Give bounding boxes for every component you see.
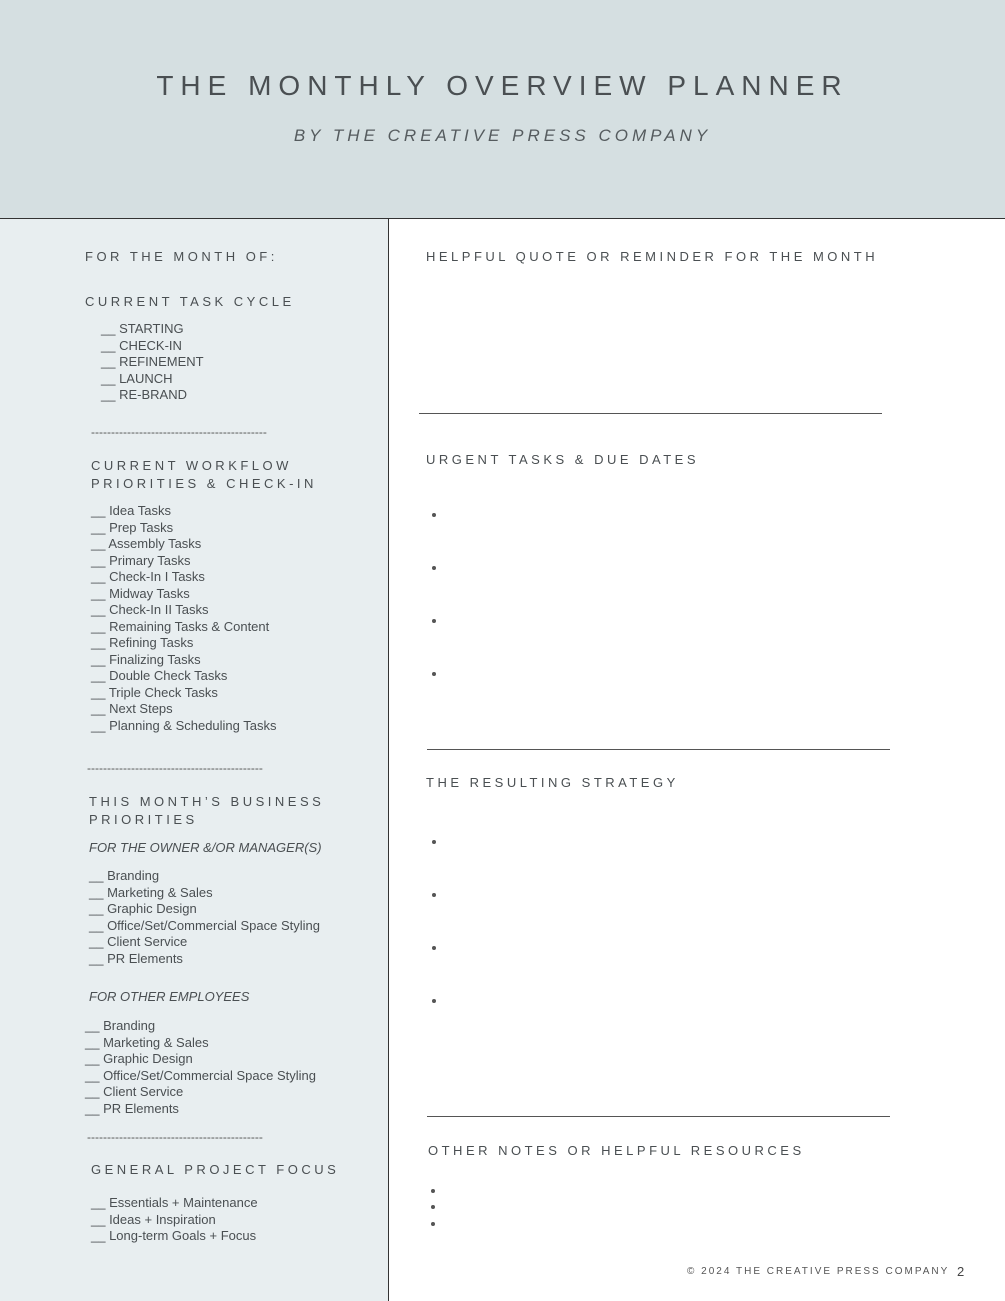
list-item: __ Next Steps <box>91 701 173 716</box>
sidebar <box>0 219 389 1301</box>
notes-bullet <box>431 1222 435 1226</box>
urgent-heading: URGENT TASKS & DUE DATES <box>426 452 700 467</box>
list-item: __ Graphic Design <box>85 1051 193 1066</box>
page-title: THE MONTHLY OVERVIEW PLANNER <box>156 70 849 101</box>
list-item: __ Refining Tasks <box>91 635 194 650</box>
business-heading-line1: THIS MONTH’S BUSINESS <box>89 794 325 809</box>
business-heading-line2: PRIORITIES <box>89 812 198 827</box>
list-item: __ Assembly Tasks <box>91 536 202 551</box>
strategy-bullet <box>432 999 436 1003</box>
employee-priorities-list <box>85 1018 316 1117</box>
notes-heading: OTHER NOTES OR HELPFUL RESOURCES <box>428 1143 805 1158</box>
workflow-heading-line1: CURRENT WORKFLOW <box>91 458 292 473</box>
list-item: __ Branding <box>89 868 160 883</box>
list-item: __ PR Elements <box>85 1100 179 1116</box>
list-item: __ RE-BRAND <box>101 387 187 402</box>
task-cycle-list <box>101 321 204 404</box>
list-item: __ Client Service <box>89 934 188 949</box>
task-cycle-heading: CURRENT TASK CYCLE <box>85 294 295 309</box>
notes-bullet <box>431 1189 435 1193</box>
list-item: __ Office/Set/Commercial Space Styling <box>89 917 320 933</box>
list-item: __ REFINEMENT <box>101 354 204 369</box>
urgent-bullet <box>432 619 436 623</box>
quote-heading: HELPFUL QUOTE OR REMINDER FOR THE MONTH <box>426 249 879 264</box>
list-item: __ Marketing & Sales <box>89 884 213 900</box>
notes-bullet <box>431 1205 435 1209</box>
strategy-heading: THE RESULTING STRATEGY <box>426 775 679 790</box>
list-item: __ Marketing & Sales <box>85 1034 209 1050</box>
list-item: __ Branding <box>85 1018 156 1033</box>
employees-subheading: FOR OTHER EMPLOYEES <box>89 989 250 1004</box>
quote-divider-line <box>419 413 882 414</box>
list-item: __ Client Service <box>85 1084 184 1099</box>
list-item: __ Check-In I Tasks <box>91 569 205 584</box>
list-item: __ Long-term Goals + Focus <box>91 1228 257 1243</box>
list-item: __ LAUNCH <box>101 370 173 386</box>
list-item: __ STARTING <box>101 321 184 336</box>
header-banner <box>0 0 1005 219</box>
workflow-heading-line2: PRIORITIES & CHECK-IN <box>91 476 317 491</box>
strategy-bullet <box>432 946 436 950</box>
owner-priorities-list <box>89 868 320 967</box>
list-item: __ Prep Tasks <box>91 519 174 535</box>
urgent-divider-line <box>427 749 890 750</box>
list-item: __ Midway Tasks <box>91 585 190 601</box>
list-item: __ Primary Tasks <box>91 552 191 568</box>
divider: -------------------------------------------- <box>91 425 267 439</box>
list-item: __ Office/Set/Commercial Space Styling <box>85 1067 316 1083</box>
footer-copyright: © 2024 THE CREATIVE PRESS COMPANY <box>687 1266 950 1277</box>
urgent-bullet <box>432 672 436 676</box>
list-item: __ CHECK-IN <box>101 337 182 353</box>
page-number: 2 <box>957 1264 965 1279</box>
list-item: __ Idea Tasks <box>91 503 171 518</box>
list-item: __ Graphic Design <box>89 901 197 916</box>
divider: -------------------------------------------- <box>87 1130 263 1144</box>
list-item: __ Planning & Scheduling Tasks <box>91 717 277 733</box>
list-item: __ Double Check Tasks <box>91 668 228 683</box>
list-item: __ Finalizing Tasks <box>91 651 201 667</box>
list-item: __ Ideas + Inspiration <box>91 1211 216 1227</box>
month-label: FOR THE MONTH OF: <box>85 249 278 264</box>
page-subtitle: BY THE CREATIVE PRESS COMPANY <box>293 126 712 145</box>
list-item: __ PR Elements <box>89 950 183 966</box>
strategy-bullet <box>432 893 436 897</box>
strategy-bullet <box>432 840 436 844</box>
divider: -------------------------------------------- <box>87 761 263 775</box>
list-item: __ Check-In II Tasks <box>91 602 209 617</box>
owner-subheading: FOR THE OWNER &/OR MANAGER(S) <box>89 840 322 855</box>
focus-list <box>91 1195 258 1245</box>
focus-heading: GENERAL PROJECT FOCUS <box>91 1162 340 1177</box>
strategy-divider-line <box>427 1116 890 1117</box>
list-item: __ Essentials + Maintenance <box>91 1195 258 1210</box>
urgent-bullet <box>432 513 436 517</box>
list-item: __ Remaining Tasks & Content <box>91 618 270 634</box>
urgent-bullet <box>432 566 436 570</box>
list-item: __ Triple Check Tasks <box>91 684 218 700</box>
workflow-list <box>91 503 277 734</box>
